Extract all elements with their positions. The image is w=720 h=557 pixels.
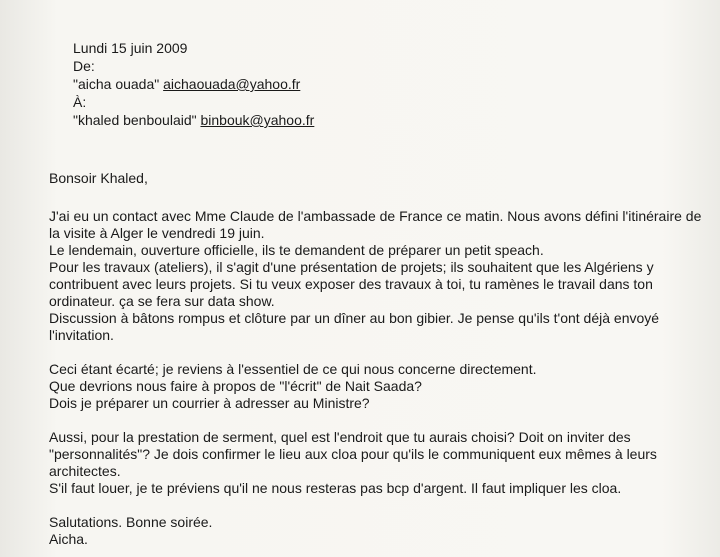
text-line: S'il faut louer, je te préviens qu'il ne nous resteras pas bcp d'argent. Il faut impliquer les cloa. xyxy=(49,480,622,496)
paragraph-1 xyxy=(49,208,709,344)
from-name: "aicha ouada" xyxy=(73,76,160,92)
date-line: Lundi 15 juin 2009 xyxy=(73,40,188,56)
from-email-link[interactable]: aichaouada@yahoo.fr xyxy=(163,76,301,92)
signature: Aicha. xyxy=(49,531,88,547)
text-line: J'ai eu un contact avec Mme Claude de l'ambassade de France ce matin. Nous avons défini l'itinéraire de xyxy=(49,208,702,224)
paragraph-2 xyxy=(49,361,709,412)
closing xyxy=(49,514,709,548)
to-label: À: xyxy=(73,94,87,110)
text-line: Discussion à bâtons rompus et clôture par un dîner au bon gibier. Je pense qu'ils t'ont déjà envoyé xyxy=(49,310,660,326)
text-line: Le lendemain, ouverture officielle, ils te demandent de préparer un petit speach. xyxy=(49,242,544,258)
to-email-link[interactable]: binbouk@yahoo.fr xyxy=(200,112,315,128)
to-name: "khaled benboulaid" xyxy=(73,112,197,128)
text-line: Pour les travaux (ateliers), il s'agit d'une présentation de projets; ils souhaitent que les Algériens y xyxy=(49,259,654,275)
email-header xyxy=(73,39,314,129)
text-line: l'invitation. xyxy=(49,327,114,343)
paragraph-3 xyxy=(49,429,709,497)
text-line: ordinateur. ça se fera sur data show. xyxy=(49,293,275,309)
greeting: Bonsoir Khaled, xyxy=(49,170,148,186)
closing-line: Salutations. Bonne soirée. xyxy=(49,514,213,530)
text-line: architectes. xyxy=(49,463,121,479)
letter-body xyxy=(49,170,709,548)
from-line xyxy=(73,75,314,93)
text-line: contribuent avec leurs projets. Si tu veux exposer des travaux à toi, tu ramènes le travail dans ton xyxy=(49,276,653,292)
text-line: la visite à Alger le vendredi 19 juin. xyxy=(49,225,265,241)
text-line: Aussi, pour la prestation de serment, quel est l'endroit que tu aurais choisi? Doit on inviter des xyxy=(49,429,631,445)
text-line: Dois je préparer un courrier à adresser au Ministre? xyxy=(49,395,370,411)
text-line: "personnalités"? Je dois confirmer le lieu aux cloa pour qu'ils le communiquent eux mêmes à leurs xyxy=(49,446,657,462)
from-label: De: xyxy=(73,58,95,74)
text-line: Que devrions nous faire à propos de "l'écrit" de Nait Saada? xyxy=(49,378,422,394)
text-line: Ceci étant écarté; je reviens à l'essentiel de ce qui nous concerne directement. xyxy=(49,361,537,377)
to-line xyxy=(73,111,314,129)
